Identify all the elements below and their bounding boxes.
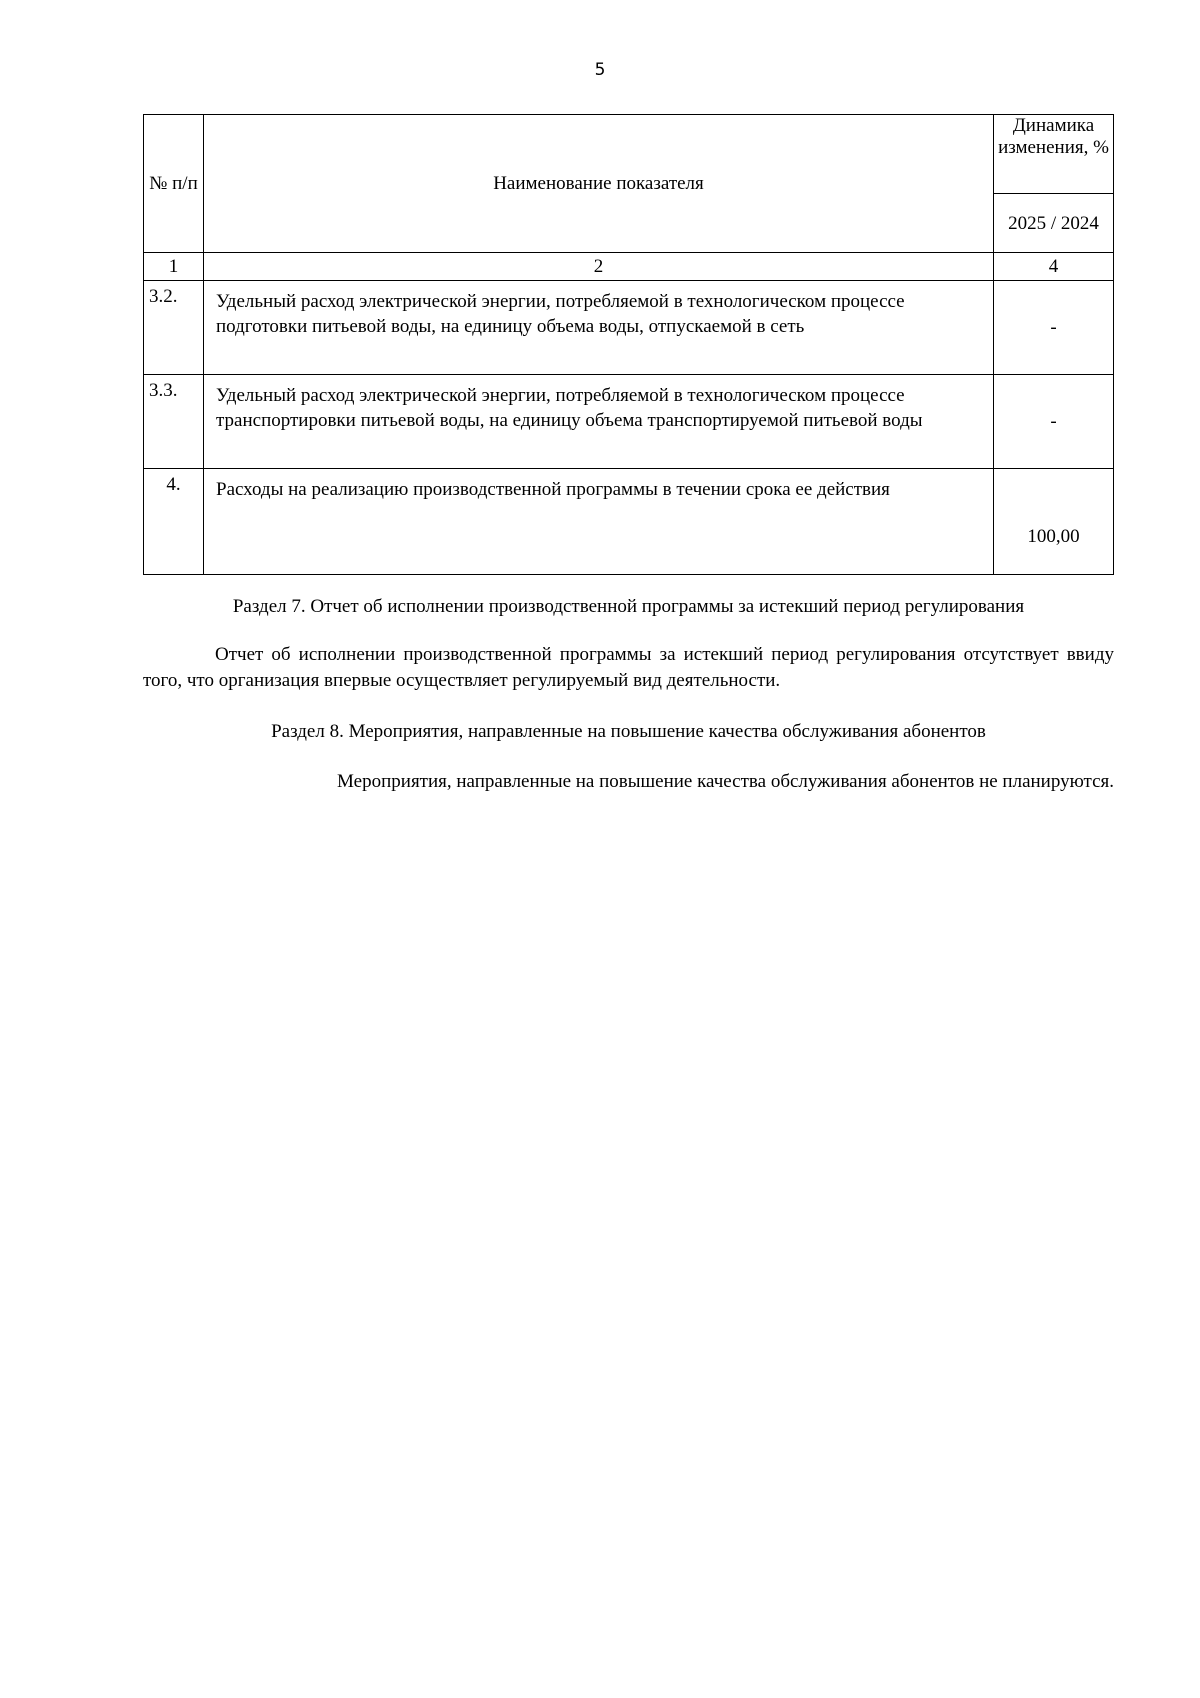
header-period: 2025 / 2024 xyxy=(994,194,1114,253)
column-numbers-row xyxy=(144,253,1114,281)
row-number: 3.3. xyxy=(144,375,204,469)
indicators-table xyxy=(143,114,1114,575)
header-num: № п/п xyxy=(144,115,204,253)
column-number: 1 xyxy=(144,253,204,281)
column-number: 4 xyxy=(994,253,1114,281)
row-value: - xyxy=(994,375,1114,469)
column-number: 2 xyxy=(204,253,994,281)
row-name: Удельный расход электрической энергии, потребляемой в технологическом процессе подготовки питьевой воды, на единицу объема воды, отпускаемой в сеть xyxy=(204,281,994,375)
table-row xyxy=(144,375,1114,469)
row-number: 4. xyxy=(144,469,204,575)
table-row xyxy=(144,469,1114,575)
row-number: 3.2. xyxy=(144,281,204,375)
section-8-title: Раздел 8. Мероприятия, направленные на повышение качества обслуживания абонентов xyxy=(271,721,986,742)
row-value: 100,00 xyxy=(994,469,1114,575)
table-header-row xyxy=(144,115,1114,194)
section-7-title: Раздел 7. Отчет об исполнении производственной программы за истекший период регулирования xyxy=(232,596,1025,617)
header-name: Наименование показателя xyxy=(204,115,994,253)
section-8-text: Мероприятия, направленные на повышение качества обслуживания абонентов не планируются. xyxy=(337,771,1114,792)
row-value: - xyxy=(994,281,1114,375)
row-name: Удельный расход электрической энергии, потребляемой в технологическом процессе транспортировки питьевой воды, на единицу объема транспортируемой питьевой воды xyxy=(204,375,994,469)
section-7-text: Отчет об исполнении производственной программы за истекший период регулирования отсутствует ввиду того, что организация впервые осуществляет регулируемый вид деятельности. xyxy=(143,644,1114,691)
table-row xyxy=(144,281,1114,375)
page-number: 5 xyxy=(594,60,606,80)
row-name: Расходы на реализацию производственной программы в течении срока ее действия xyxy=(204,469,994,575)
header-dynamics: Динамика изменения, % xyxy=(994,115,1114,194)
